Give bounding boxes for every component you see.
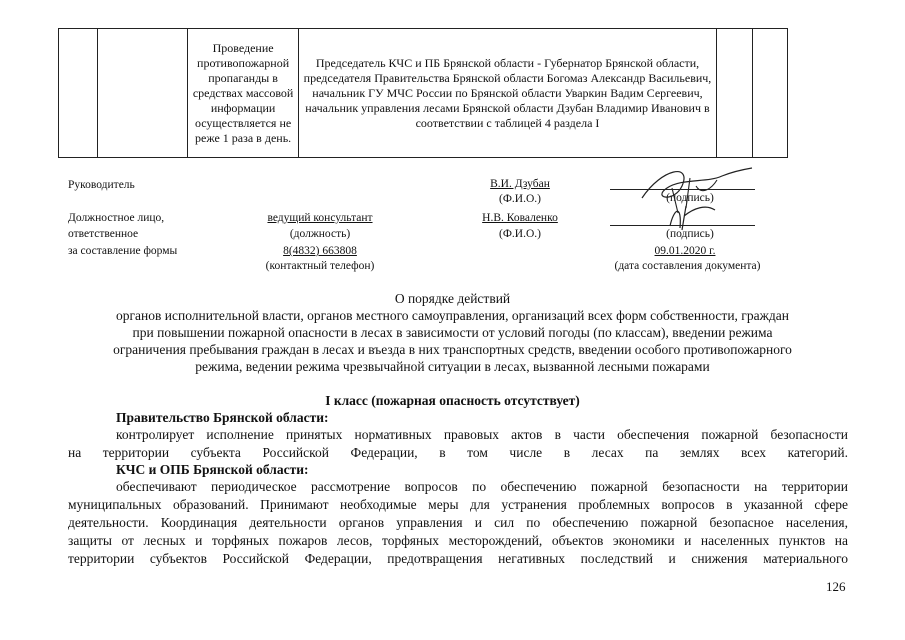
- gov-text-1: контролирует исполнение принятых нормативных правовых актов в части обеспечения пожарной безопасности: [116, 427, 848, 442]
- gov-text-2: на территории субъекта Российской Федерации, в том числе в лесах па землях всех категорий.: [68, 445, 848, 460]
- kchs-text-3: деятельности. Координация деятельности органов управления и сил по обеспечению пожарной безопасное населения,: [68, 515, 848, 530]
- fio-caption: (Ф.И.О.): [499, 193, 541, 205]
- official-label-1: Должностное лицо,: [68, 212, 165, 224]
- official-label-2: ответственное: [68, 228, 139, 240]
- heading-line-3: при повышении пожарной опасности в лесах в зависимости от условий погоды (по классам), введении режима: [132, 325, 773, 340]
- kchs-text-1: обеспечивают периодическое рассмотрение вопросов по обеспечению пожарной безопасности на территории: [116, 479, 848, 494]
- heading-line-5: режима, ведении режима чрезвычайной ситуации в лесах, вызванной лесными пожарами: [195, 359, 710, 374]
- head-name: В.И. Дзубан: [490, 178, 550, 190]
- class-title: I класс (пожарная опасность отсутствует): [325, 393, 580, 408]
- sign-caption-2: (подпись): [666, 228, 714, 240]
- sign-caption: (подпись): [666, 192, 714, 204]
- responsible-cell: Председатель КЧС и ПБ Брянской области - Губернатор Брянской области, председателя Правительства Брянской области Богомаз Александр Васильевич, начальник ГУ МЧС России по Брянской области Уваркин Вадим Сергеевич, начальник управления лесами Брянской области Дзубан Владимир Иванович в соответствии с таблицей 4 раздела I: [298, 29, 717, 158]
- head-label: Руководитель: [68, 179, 135, 191]
- official-name: Н.В. Коваленко: [482, 212, 558, 224]
- heading-line-1: О порядке действий: [394, 291, 511, 306]
- kchs-text-4: защиты от лесных и торфяных пожаров лесов, торфяных месторождений, объектов экономики и населенных пунктов на: [68, 533, 848, 548]
- position-value: ведущий консультант: [267, 212, 373, 224]
- gov-title: Правительство Брянской области:: [116, 410, 329, 425]
- kchs-text-5: территории субъектов Российской Федерации, предотвращения негативных последствий и снижения материального: [68, 551, 848, 566]
- handwritten-signature-2: [660, 196, 720, 236]
- kchs-title: КЧС и ОПБ Брянской области:: [116, 462, 309, 477]
- measure-cell: Проведение противопожарной пропаганды в средствах массовой информации осуществляется не реже 1 раза в день.: [188, 29, 298, 158]
- heading-line-4: ограничения пребывания граждан в лесах и въезда в них транспортных средств, введении особого противопожарного: [113, 342, 792, 357]
- date-value: 09.01.2020 г.: [654, 245, 716, 257]
- page-number: 126: [826, 579, 846, 594]
- table-cell-empty: [752, 29, 787, 158]
- phone-caption: (контактный телефон): [265, 260, 375, 272]
- phone-value: 8(4832) 663808: [283, 245, 357, 257]
- actions-table: [58, 28, 788, 158]
- heading-line-2: органов исполнительной власти, органов местного самоуправления, организаций всех форм собственности, граждан: [116, 308, 789, 323]
- date-caption: (дата составления документа): [614, 260, 761, 272]
- kchs-text-2: муниципальных образований. Принимают необходимые меры для устранения проблемных вопросов в указанной сфере: [68, 497, 848, 512]
- official-label-3: за составление формы: [68, 245, 178, 257]
- table-cell-empty: [98, 29, 188, 158]
- table-cell-empty: [59, 29, 98, 158]
- position-caption: (должность): [289, 228, 351, 240]
- fio-caption-2: (Ф.И.О.): [499, 228, 541, 240]
- table-cell-empty: [717, 29, 752, 158]
